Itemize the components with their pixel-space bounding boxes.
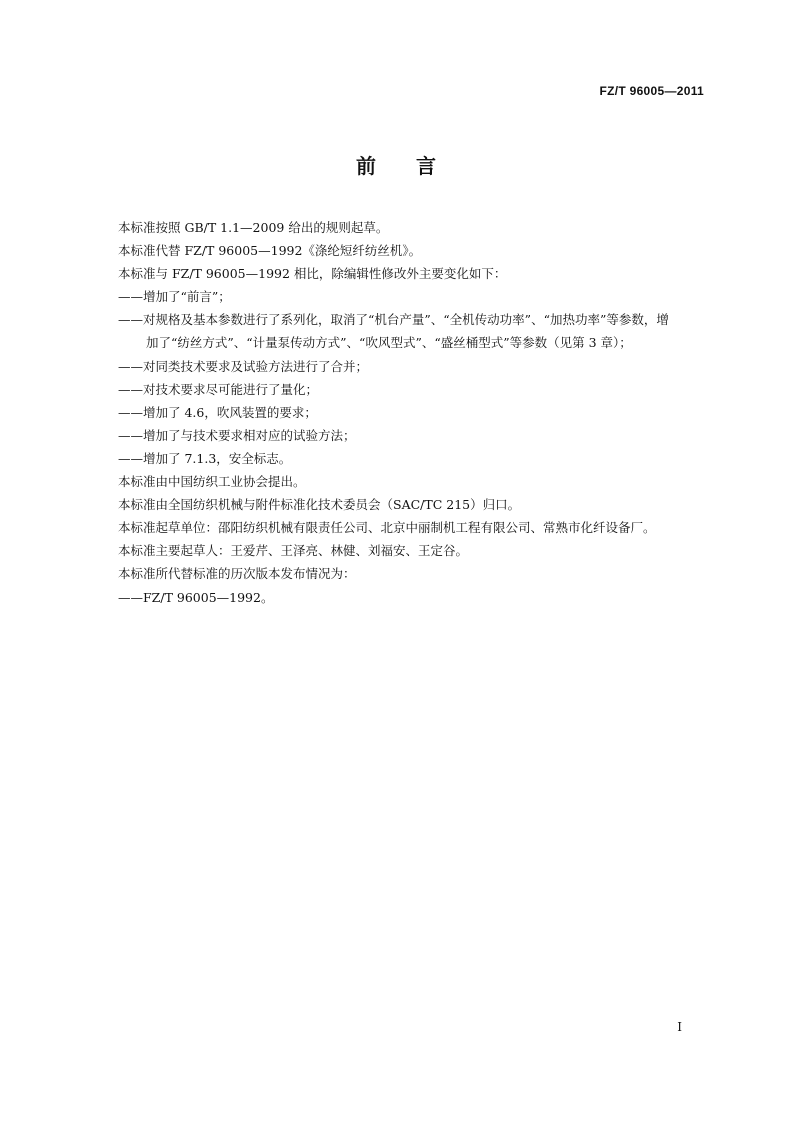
change-item	[118, 308, 708, 331]
change-text: 增加了 7.1.3，安全标志。	[143, 450, 292, 466]
change-item	[118, 401, 708, 424]
history-text: FZ/T 96005—1992。	[143, 589, 274, 605]
paragraph: 本标准与 FZ/T 96005—1992 相比，除编辑性修改外主要变化如下：	[118, 266, 507, 282]
paragraph: 本标准所代替标准的历次版本发布情况为：	[118, 566, 356, 582]
page-title	[0, 150, 794, 179]
history-item	[118, 586, 708, 609]
change-text: 对同类技术要求及试验方法进行了合并；	[143, 358, 369, 374]
change-text: 对技术要求尽可能进行了量化；	[143, 381, 319, 397]
paragraph: 本标准主要起草人：王爱芹、王泽亮、林健、刘福安、王定谷。	[118, 543, 469, 559]
change-item	[118, 355, 708, 378]
dash: ——	[118, 381, 143, 397]
change-item	[118, 285, 708, 308]
change-text: 增加了 4.6，吹风装置的要求；	[143, 404, 317, 420]
standard-code: FZ/T 96005—2011	[599, 84, 704, 98]
paragraph: 本标准起草单位：邵阳纺织机械有限责任公司、北京中丽制机工程有限公司、常熟市化纤设备厂。	[118, 520, 656, 536]
paragraph: 本标准按照 GB/T 1.1—2009 给出的规则起草。	[118, 220, 389, 235]
change-item-continuation: 加了“纺丝方式”、“计量泵传动方式”、“吹风型式”、“盛丝桶型式”等参数（见第 3 章）；	[146, 335, 632, 351]
change-item	[118, 424, 708, 447]
change-text: 增加了与技术要求相对应的试验方法；	[143, 427, 356, 443]
paragraph: 本标准由中国纺织工业协会提出。	[118, 474, 306, 490]
page-number: I	[677, 1020, 682, 1034]
dash: ——	[118, 427, 143, 443]
dash: ——	[118, 312, 143, 328]
change-text: 对规格及基本参数进行了系列化，取消了“机台产量”、“全机传动功率”、“加热功率”等参数，增	[143, 312, 669, 328]
dash: ——	[118, 589, 143, 605]
dash: ——	[118, 404, 143, 420]
change-item	[118, 378, 708, 401]
change-item	[118, 447, 708, 470]
dash: ——	[118, 450, 143, 466]
change-text: 增加了“前言”；	[143, 289, 231, 305]
paragraph: 本标准由全国纺织机械与附件标准化技术委员会（SAC/TC 215）归口。	[118, 497, 521, 513]
title-char-2: 言	[416, 154, 438, 178]
dash: ——	[118, 358, 143, 374]
foreword-body	[118, 216, 708, 609]
title-char-1: 前	[356, 154, 378, 178]
dash: ——	[118, 289, 143, 305]
paragraph: 本标准代替 FZ/T 96005—1992《涤纶短纤纺丝机》。	[118, 243, 422, 259]
